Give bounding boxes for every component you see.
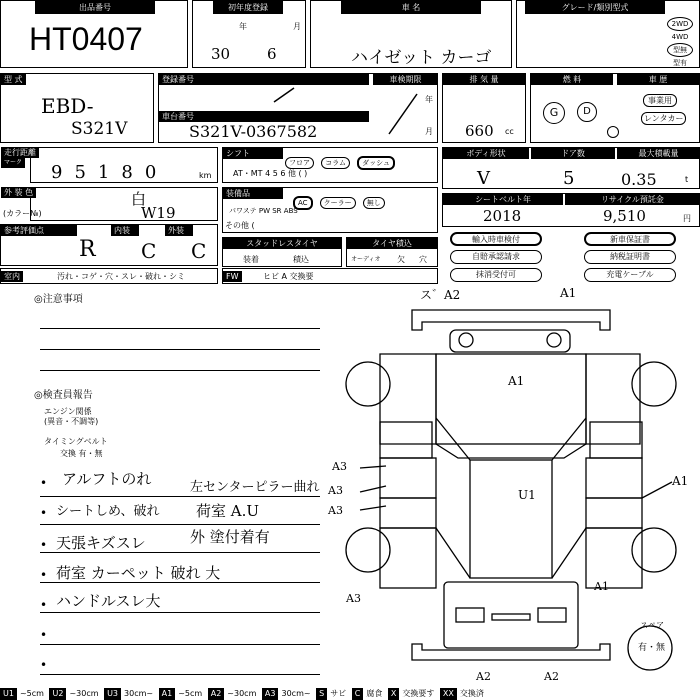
fuel-label: 燃 料 <box>531 74 613 85</box>
type-line2: S321V <box>71 119 128 139</box>
mark-top-left: ス゛A2 <box>420 288 461 302</box>
notes-title: ◎注意事項 <box>34 294 83 305</box>
displacement-box: 排 気 量 660 cc <box>442 73 526 143</box>
color-label: 外 装 色 <box>1 187 36 198</box>
first-registration-label: 初年度登録 <box>213 1 283 14</box>
equip-cooler: クーラー <box>320 197 356 209</box>
equipment-label: 装備品 <box>223 188 283 199</box>
shift-type: AT・MT 4 5 6 他 ( ) <box>233 169 308 178</box>
interior-score: C <box>141 239 157 263</box>
import-inspection-tag: 輸入時車検付 <box>450 232 542 246</box>
insurance-tag: 自賠承認請求 <box>450 250 542 264</box>
report-item-2: シートしめ、破れ <box>56 504 160 519</box>
color-box: 外 装 色 (カラー№) 白 W19 <box>30 187 218 221</box>
mark-bottom-left: A3 <box>346 592 361 605</box>
mark-rear-left: A2 <box>476 670 491 683</box>
seatbelt-label: シートベルト年 <box>443 194 563 205</box>
lot-number-box <box>0 0 188 68</box>
lot-number: HT0407 <box>29 21 143 57</box>
shift-floor: フロア <box>285 157 314 169</box>
recycle-label: リサイクル預託金 <box>565 194 700 205</box>
fw-text: ヒビ A 交換要 <box>263 272 314 281</box>
exterior-score: C <box>191 239 207 263</box>
mark-center: U1 <box>518 488 536 502</box>
load-label: 最大積載量 <box>617 148 700 159</box>
type-yes: 型有 <box>673 59 687 67</box>
fuel-diesel: D <box>577 102 597 122</box>
equip-options: パワステ PW SR ABS <box>229 207 298 215</box>
mileage-digits: 95180 <box>51 162 169 183</box>
mark-roof: A1 <box>508 374 525 388</box>
shift-label: シフト <box>223 148 283 159</box>
score-box <box>0 224 218 266</box>
body-value: V <box>477 168 490 189</box>
chassis-number: S321V-0367582 <box>189 122 318 141</box>
commercial-use: 事業用 <box>643 94 677 107</box>
room-text: 汚れ・コゲ・穴・スレ・破れ・シミ <box>57 272 185 281</box>
displacement-label: 排 気 量 <box>443 74 525 85</box>
grade-box <box>516 0 700 68</box>
model-name-box <box>310 0 512 68</box>
report-item-3: 天張キズスレ <box>56 534 146 552</box>
registration-year: 30 <box>211 45 231 63</box>
strike-marks <box>159 74 439 144</box>
body-label: ボディ形状 <box>443 148 529 159</box>
deregistration-tag: 抹消受付可 <box>450 268 542 282</box>
mark-right-1: A1 <box>672 474 689 488</box>
room-box <box>0 268 218 284</box>
rental-car: レンタカー <box>641 112 686 125</box>
equip-ac: AC <box>293 196 313 210</box>
warranty-tag: 新車保証書 <box>584 232 676 246</box>
shift-box <box>222 147 438 183</box>
equip-none: 無し <box>363 197 385 209</box>
report-item-2b: 荷室 A.U <box>196 502 260 520</box>
inspection-label: 車検期限 <box>373 74 438 85</box>
mileage-box: 走行距離 マーク 95180 km <box>30 147 218 183</box>
report-title: ◎検査員報告 <box>34 390 93 401</box>
doors-value: 5 <box>563 168 575 189</box>
displacement-value: 660 <box>465 122 494 140</box>
seatbelt-year: 2018 <box>483 207 522 225</box>
fuel-box <box>530 73 700 143</box>
report-item-3b: 外 塗付着有 <box>190 528 270 546</box>
score-value: R <box>79 237 96 262</box>
model-name: ハイゼット カーゴ <box>351 48 492 68</box>
history-label: 車 歴 <box>617 74 699 85</box>
mark-bottom-right: A1 <box>594 580 609 593</box>
shift-column: コラム <box>321 157 350 169</box>
tire-load-box: タイヤ積込 オーディオ 欠 穴 <box>346 237 438 267</box>
color-value: 白 <box>131 190 147 208</box>
tax-certificate-tag: 納税証明書 <box>584 250 676 264</box>
registration-month: 6 <box>267 45 277 63</box>
report-item-5: ハンドルスレ大 <box>56 592 161 610</box>
grade-label: グレード/類別型式 <box>525 1 665 14</box>
room-label: 室内 <box>1 271 23 282</box>
report-item-1: アルフトのれ <box>62 470 152 488</box>
mileage-label: 走行距離 <box>1 147 39 158</box>
exterior-label: 外装 <box>165 225 193 236</box>
report-item-4: 荷室 カーペット 破れ 大 <box>56 564 221 582</box>
tire-load-label: タイヤ積込 <box>347 238 437 249</box>
reg-number-label: 登録番号 <box>159 74 369 85</box>
color-code: W19 <box>141 204 176 222</box>
report-item-1b: 左センターピラー曲れ <box>190 480 320 495</box>
mark-top-right: A1 <box>560 286 577 300</box>
mark-rear-right: A2 <box>544 670 559 683</box>
score-label: 参考評価点 <box>1 225 77 236</box>
recycle-fee: 9,510 <box>603 207 646 225</box>
damage-legend: U1 ~5cm U2 ~30cm U3 30cm~ A1 ~5cm A2 ~30cm A3 30cm~ S サビ C 腐食 X 交換要す XX 交換済 <box>0 688 700 700</box>
model-name-label: 車 名 <box>341 1 481 14</box>
fw-label: FW <box>223 271 242 282</box>
type-none: 型無 <box>667 43 693 57</box>
shift-dash: ダッシュ <box>357 156 395 170</box>
charging-cable-tag: 充電ケーブル <box>584 268 676 282</box>
drive-4wd: 4WD <box>671 33 689 41</box>
chassis-label: 車台番号 <box>159 111 369 122</box>
fw-box <box>222 268 438 284</box>
equipment-box: 装備品 AC クーラー 無し パワステ PW SR ABS その他 ( <box>222 187 438 233</box>
mark-left-2: A3 <box>328 484 343 497</box>
studless-box: スタッドレスタイヤ 装着 積込 <box>222 237 342 267</box>
registration-box: 登録番号 車台番号 S321V-0367582 車検期限 年 月 <box>158 73 438 143</box>
fuel-gasoline: G <box>543 102 565 124</box>
type-label: 型 式 <box>1 74 26 85</box>
spare-label: スペア <box>640 621 664 630</box>
spare-value: 有・無 <box>638 643 666 653</box>
seatbelt-box: シートベルト年 リサイクル預託金 2018 9,510 円 <box>442 193 700 227</box>
drive-2wd: 2WD <box>667 17 693 31</box>
studless-label: スタッドレスタイヤ <box>223 238 341 249</box>
mark-left-1: A3 <box>332 460 347 473</box>
first-registration-box: 初年度登録 30 年 6 月 <box>192 0 306 68</box>
type-box <box>0 73 154 143</box>
mark-left-3: A3 <box>328 504 343 517</box>
type-line1: EBD- <box>41 94 94 118</box>
load-value: 0.35 <box>621 170 657 189</box>
body-box: ボディ形状 ドア数 最大積載量 V 5 0.35 t <box>442 147 700 189</box>
lot-number-label: 出品番号 <box>35 1 155 14</box>
interior-label: 内装 <box>111 225 139 236</box>
doors-label: ドア数 <box>531 148 615 159</box>
